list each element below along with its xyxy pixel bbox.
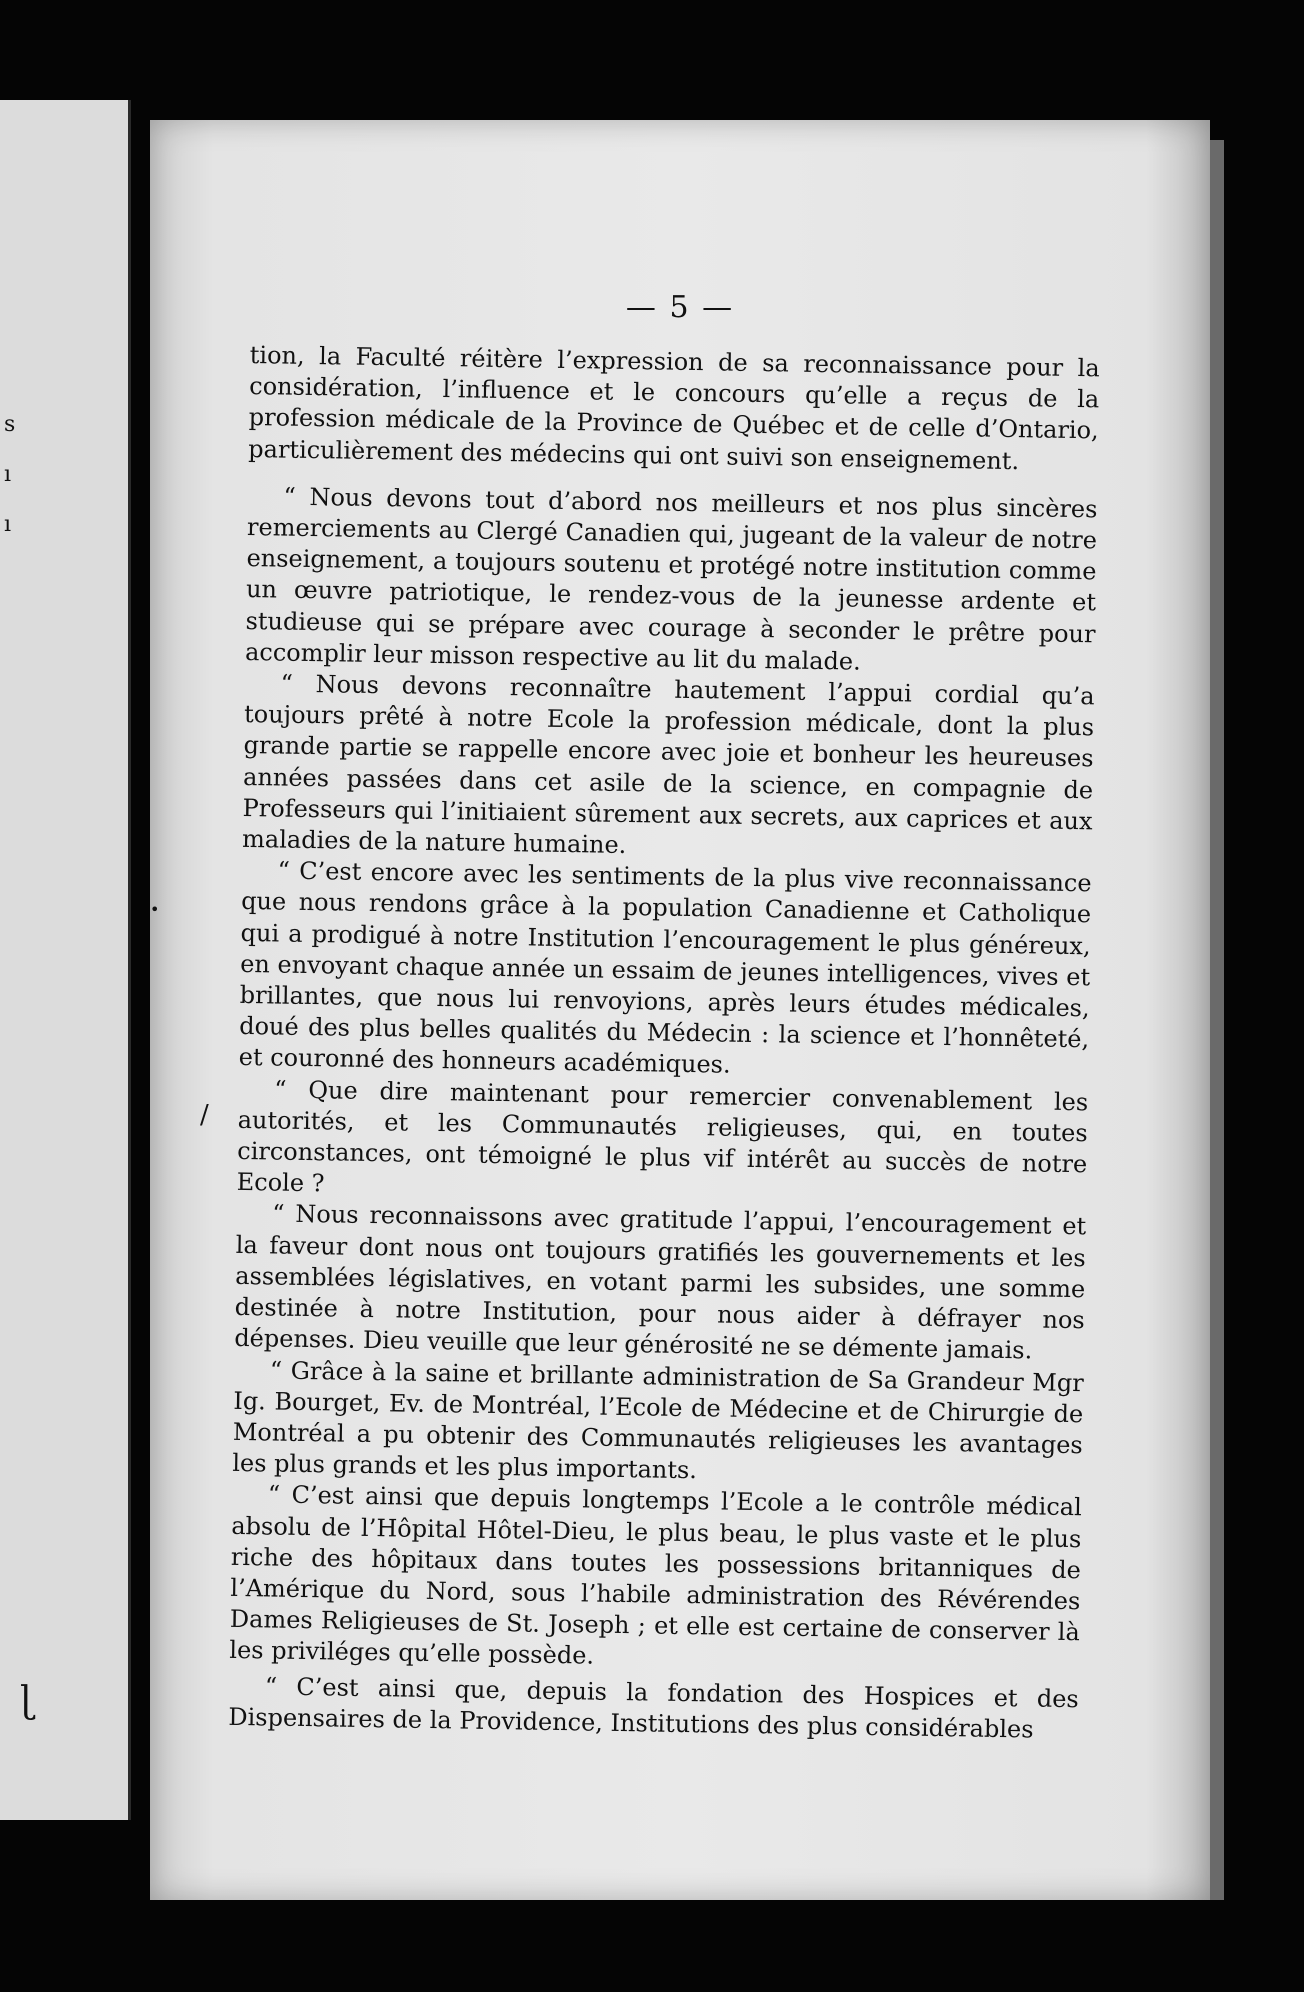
paragraph: “ Nous devons tout d’abord nos meilleurs et nos plus sincères remerciements au Clergé Canadien qui, jugeant de la valeur de notre enseignement, a toujours soutenu et protégé notre institution comme un œuvre patriotique, le rendez-vous de la jeunesse ardente et studieuse qui se prépare avec courage à seconder le prêtre pour accomplir leur misson respective au lit du malade. xyxy=(244,482,1098,676)
page-number: — 5 — xyxy=(625,290,735,325)
facing-page-edge xyxy=(0,100,131,1820)
body-text xyxy=(228,340,1100,1746)
facing-page-mark: ı xyxy=(4,462,12,487)
paragraph: tion, la Faculté réitère l’expression de sa reconnaissance pour la considération, l’influence et le concours qu’elle a reçus de la profession médicale de la Province de Québec et de celle d’Ontario, particulièrement des médecins qui ont suivi son enseignement. xyxy=(248,340,1100,475)
paragraph: “ C’est ainsi que, depuis la fondation des Hospices et des Dispensaires de la Providence, Institutions des plus considérables xyxy=(228,1671,1079,1744)
paragraph: “ Que dire maintenant pour remercier convenablement les autorités, et les Communautés religieuses, qui, en toutes circonstances, ont témoigné le plus vif intérêt au succès de notre Ecole ? xyxy=(236,1075,1089,1198)
paragraph: “ Grâce à la saine et brillante administration de Sa Grandeur Mgr Ig. Bourget, Ev. de Montréal, l’Ecole de Médecine et de Chirurgie de Montréal a pu obtenir des Communautés religieuses les avantages les plus grands et les plus importants. xyxy=(232,1355,1084,1485)
paragraph: “ C’est encore avec les sentiments de la plus vive reconnaissance que nous rendons grâce à la population Canadienne et Catholique qui a prodigué à notre Institution l’encouragement le plus généreux, en envoyant chaque année un essaim de jeunes intelligences, vives et brillantes, que nous lui renvoyions, après leurs études médicales, doué des plus belles qualités du Médecin : la science et l’honnêteté, et couronné des honneurs académiques. xyxy=(238,856,1092,1080)
document-page xyxy=(20,120,1210,1900)
facing-page-marks xyxy=(4,400,24,550)
margin-dot: • xyxy=(150,900,160,919)
paragraph: “ C’est ainsi que depuis longtemps l’Ecole a le contrôle médical absolu de l’Hôpital Hôtel-Dieu, le plus beau, le plus vaste et le plus riche des hôpitaux dans toutes les possessions britanniques de l’Amérique du Nord, sous l’habile administration des Révérendes Dames Religieuses de St. Joseph ; et elle est certaine de conserver là les priviléges qu’elle possède. xyxy=(229,1480,1082,1670)
facing-page-mark: s xyxy=(4,412,16,437)
margin-scribble: ɭ xyxy=(20,1680,34,1721)
margin-slash: / xyxy=(200,1100,209,1130)
facing-page-mark: ı xyxy=(4,512,12,537)
paragraph: “ Nous reconnaissons avec gratitude l’appui, l’encouragement et la faveur dont nous ont toujours gratifiés les gouvernements et les assemblées législatives, en votant parmi les subsides, une somme destinée à notre Institution, pour nous aider à défrayer nos dépenses. Dieu veuille que leur générosité ne se démente jamais. xyxy=(234,1199,1087,1365)
paragraph: “ Nous devons reconnaître hautement l’appui cordial qu’a toujours prêté à notre Ecole la profession médicale, dont la plus grande partie se rappelle encore avec joie et bonheur les heureuses années passées dans cet asile de la science, en compagnie de Professeurs qui l’initiaient sûrement aux secrets, aux caprices et aux maladies de la nature humaine. xyxy=(241,669,1095,860)
